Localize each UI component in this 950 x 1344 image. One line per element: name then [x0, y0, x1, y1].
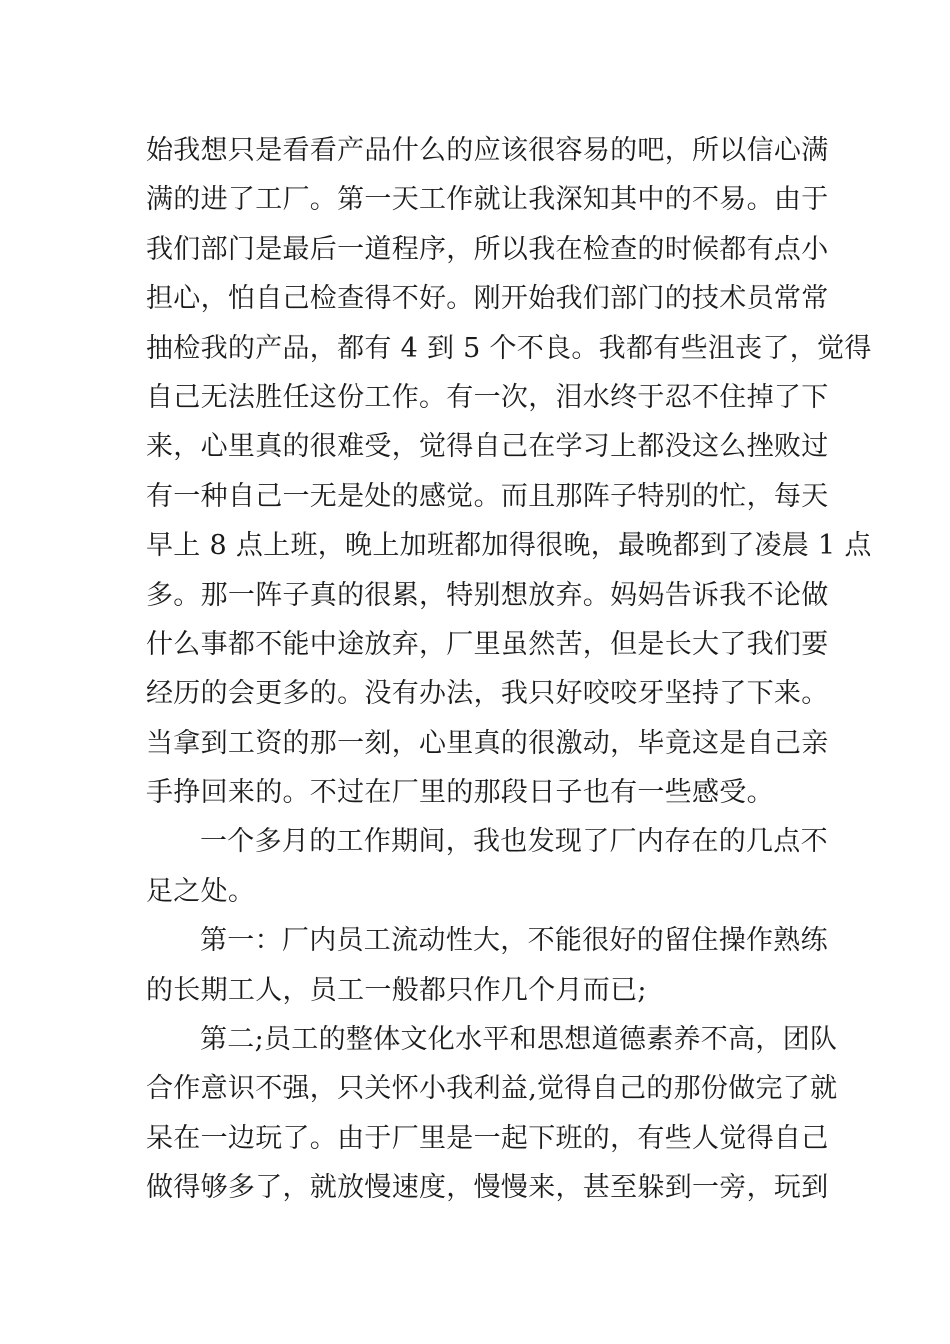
text-line: 做得够多了，就放慢速度，慢慢来，甚至躲到一旁，玩到	[146, 1172, 829, 1204]
text-line: 多。那一阵子真的很累，特别想放弃。妈妈告诉我不论做	[146, 579, 829, 611]
paragraph-first-line: 一个多月的工作期间，我也发现了厂内存在的几点不	[200, 826, 828, 858]
text-line: 什么事都不能中途放弃，厂里虽然苦，但是长大了我们要	[146, 628, 829, 660]
text-line: 我们部门是最后一道程序，所以我在检查的时候都有点小	[146, 233, 829, 265]
paragraph-first-line: 第一：厂内员工流动性大，不能很好的留住操作熟练	[200, 925, 828, 957]
text-line: 足之处。	[146, 875, 256, 907]
paragraph-first-line: 第二;员工的整体文化水平和思想道德素养不高，团队	[200, 1024, 838, 1056]
text-line: 合作意识不强，只关怀小我利益,觉得自己的那份做完了就	[146, 1073, 838, 1105]
text-line: 自己无法胜任这份工作。有一次，泪水终于忍不住掉了下	[146, 381, 829, 413]
text-line: 当拿到工资的那一刻，心里真的很激动，毕竟这是自己亲	[146, 727, 829, 759]
text-line: 经历的会更多的。没有办法，我只好咬咬牙坚持了下来。	[146, 678, 829, 710]
text-line: 来，心里真的很难受，觉得自己在学习上都没这么挫败过	[146, 431, 829, 463]
text-line: 的长期工人，员工一般都只作几个月而已;	[146, 974, 647, 1006]
text-line: 始我想只是看看产品什么的应该很容易的吧，所以信心满	[146, 135, 829, 166]
text-line: 呆在一边玩了。由于厂里是一起下班的，有些人觉得自己	[146, 1122, 829, 1154]
text-line: 满的进了工厂。第一天工作就让我深知其中的不易。由于	[146, 184, 829, 216]
text-line: 抽检我的产品，都有 4 到 5 个不良。我都有些沮丧了，觉得	[146, 332, 872, 364]
body-text	[146, 126, 872, 1213]
text-line: 担心，怕自己检查得不好。刚开始我们部门的技术员常常	[146, 283, 829, 315]
text-line: 手挣回来的。不过在厂里的那段日子也有一些感受。	[146, 777, 774, 809]
text-line: 早上 8 点上班，晚上加班都加得很晚，最晚都到了凌晨 1 点	[146, 530, 872, 562]
text-line: 有一种自己一无是处的感觉。而且那阵子特别的忙，每天	[146, 480, 829, 512]
